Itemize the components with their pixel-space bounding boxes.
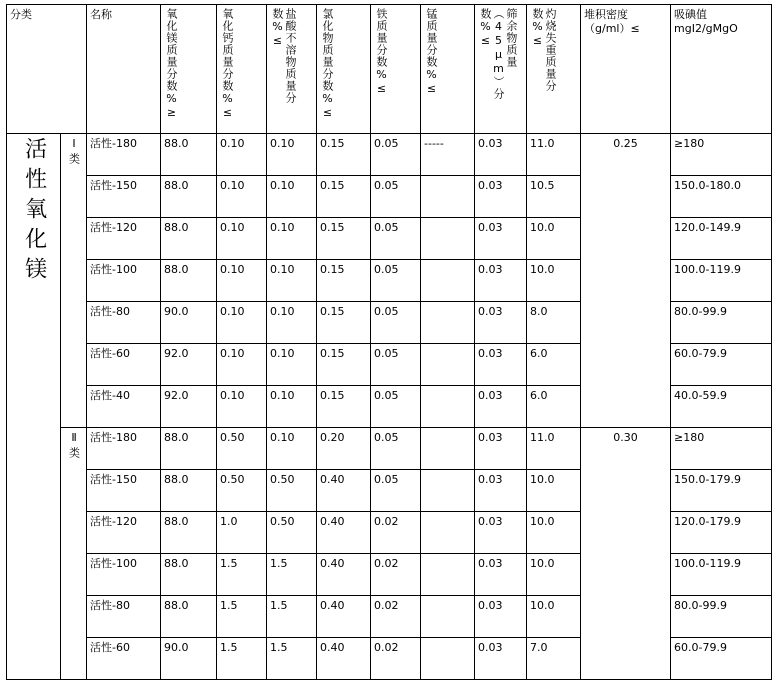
cell-manganese — [421, 218, 475, 260]
cell-name: 活性-120 — [87, 218, 161, 260]
cell-mgo: 90.0 — [161, 302, 217, 344]
cell-sieve-residue: 0.03 — [475, 554, 527, 596]
cell-hcl-insoluble: 0.10 — [267, 302, 317, 344]
cell-cao: 0.10 — [217, 176, 267, 218]
cell-mgo: 88.0 — [161, 596, 217, 638]
cell-manganese — [421, 344, 475, 386]
cell-manganese — [421, 302, 475, 344]
category-cell — [7, 134, 61, 680]
cell-name: 活性-150 — [87, 470, 161, 512]
cell-hcl-insoluble: 0.10 — [267, 134, 317, 176]
header-loss-on-ignition-label: 灼烧失重质量分数%≤ — [530, 8, 557, 92]
header-iron — [371, 5, 421, 134]
cell-mgo: 88.0 — [161, 218, 217, 260]
cell-cao: 0.10 — [217, 344, 267, 386]
cell-loss-on-ignition: 10.0 — [527, 260, 581, 302]
cell-iodine-value: 120.0-179.9 — [671, 512, 772, 554]
cell-hcl-insoluble: 0.50 — [267, 470, 317, 512]
cell-name: 活性-60 — [87, 638, 161, 680]
cell-name: 活性-80 — [87, 302, 161, 344]
cell-iodine-value: 40.0-59.9 — [671, 386, 772, 428]
cell-mgo: 88.0 — [161, 428, 217, 470]
cell-mgo: 92.0 — [161, 386, 217, 428]
cell-manganese — [421, 260, 475, 302]
cell-sieve-residue: 0.03 — [475, 638, 527, 680]
header-sieve-residue-label: 筛余物质量（45μm）分数%≤ — [478, 8, 518, 100]
cell-cao: 1.5 — [217, 596, 267, 638]
cell-cao: 1.5 — [217, 638, 267, 680]
cell-mgo: 88.0 — [161, 470, 217, 512]
header-bulk-density-label: 堆积密度（g/ml）≤ — [584, 8, 640, 36]
table-row — [7, 134, 772, 176]
cell-hcl-insoluble: 1.5 — [267, 596, 317, 638]
cell-cao: 0.10 — [217, 386, 267, 428]
cell-bulk-density-1: 0.25 — [581, 134, 671, 428]
cell-cao: 0.50 — [217, 470, 267, 512]
cell-iodine-value: 60.0-79.9 — [671, 638, 772, 680]
cell-hcl-insoluble: 0.50 — [267, 512, 317, 554]
cell-cao: 0.10 — [217, 302, 267, 344]
cell-mgo: 88.0 — [161, 260, 217, 302]
cell-iodine-value: ≥180 — [671, 428, 772, 470]
cell-sieve-residue: 0.03 — [475, 260, 527, 302]
cell-loss-on-ignition: 11.0 — [527, 428, 581, 470]
cell-mgo: 88.0 — [161, 512, 217, 554]
cell-name: 活性-180 — [87, 134, 161, 176]
cell-loss-on-ignition: 10.0 — [527, 512, 581, 554]
cell-sieve-residue: 0.03 — [475, 218, 527, 260]
cell-chloride: 0.40 — [317, 554, 371, 596]
cell-loss-on-ignition: 6.0 — [527, 386, 581, 428]
cell-sieve-residue: 0.03 — [475, 344, 527, 386]
cell-loss-on-ignition: 10.0 — [527, 218, 581, 260]
cell-sieve-residue: 0.03 — [475, 386, 527, 428]
cell-name: 活性-80 — [87, 596, 161, 638]
cell-chloride: 0.40 — [317, 596, 371, 638]
cell-name: 活性-120 — [87, 512, 161, 554]
cell-cao: 1.5 — [217, 554, 267, 596]
cell-iron: 0.05 — [371, 386, 421, 428]
cell-hcl-insoluble: 1.5 — [267, 554, 317, 596]
cell-loss-on-ignition: 6.0 — [527, 344, 581, 386]
header-manganese — [421, 5, 475, 134]
header-cao — [217, 5, 267, 134]
class-cell-1 — [61, 134, 87, 428]
activated-magnesium-oxide-spec-table — [6, 4, 772, 680]
cell-iron: 0.05 — [371, 260, 421, 302]
cell-sieve-residue: 0.03 — [475, 176, 527, 218]
cell-iron: 0.02 — [371, 554, 421, 596]
cell-manganese — [421, 428, 475, 470]
cell-loss-on-ignition: 7.0 — [527, 638, 581, 680]
cell-chloride: 0.40 — [317, 638, 371, 680]
cell-chloride: 0.15 — [317, 344, 371, 386]
cell-chloride: 0.40 — [317, 470, 371, 512]
header-iodine-value — [671, 5, 772, 134]
cell-manganese — [421, 176, 475, 218]
cell-iron: 0.05 — [371, 176, 421, 218]
cell-loss-on-ignition: 8.0 — [527, 302, 581, 344]
header-chloride — [317, 5, 371, 134]
cell-iodine-value: 150.0-180.0 — [671, 176, 772, 218]
header-hcl-insoluble-label: 盐酸不溶物质量分数%≤ — [270, 8, 297, 104]
cell-name: 活性-60 — [87, 344, 161, 386]
cell-mgo: 90.0 — [161, 638, 217, 680]
header-loss-on-ignition — [527, 5, 581, 134]
cell-chloride: 0.15 — [317, 386, 371, 428]
cell-iron: 0.05 — [371, 428, 421, 470]
cell-iodine-value: 120.0-149.9 — [671, 218, 772, 260]
cell-chloride: 0.15 — [317, 260, 371, 302]
cell-loss-on-ignition: 10.0 — [527, 470, 581, 512]
class-label-1: Ⅰ类 — [67, 137, 81, 167]
cell-iron: 0.05 — [371, 218, 421, 260]
cell-sieve-residue: 0.03 — [475, 134, 527, 176]
header-name — [87, 5, 161, 134]
cell-iodine-value: 150.0-179.9 — [671, 470, 772, 512]
cell-hcl-insoluble: 0.10 — [267, 176, 317, 218]
cell-name: 活性-150 — [87, 176, 161, 218]
header-cao-label: 氧化钙质量分数%≤ — [220, 8, 234, 120]
cell-hcl-insoluble: 0.10 — [267, 344, 317, 386]
cell-hcl-insoluble: 0.10 — [267, 218, 317, 260]
table-row — [7, 428, 772, 470]
cell-iodine-value: 100.0-119.9 — [671, 260, 772, 302]
cell-iron: 0.05 — [371, 470, 421, 512]
cell-cao: 0.50 — [217, 428, 267, 470]
cell-hcl-insoluble: 0.10 — [267, 260, 317, 302]
cell-manganese — [421, 596, 475, 638]
cell-iron: 0.05 — [371, 302, 421, 344]
cell-chloride: 0.15 — [317, 218, 371, 260]
category-label: 活性氧化镁 — [21, 137, 47, 287]
cell-chloride: 0.15 — [317, 134, 371, 176]
cell-chloride: 0.15 — [317, 302, 371, 344]
cell-iron: 0.02 — [371, 596, 421, 638]
cell-chloride: 0.40 — [317, 512, 371, 554]
cell-name: 活性-100 — [87, 554, 161, 596]
cell-name: 活性-180 — [87, 428, 161, 470]
cell-manganese: ----- — [421, 134, 475, 176]
cell-manganese — [421, 512, 475, 554]
cell-name: 活性-100 — [87, 260, 161, 302]
header-name-label: 名称 — [90, 8, 112, 21]
spec-sheet — [0, 4, 777, 654]
class-cell-2 — [61, 428, 87, 680]
cell-manganese — [421, 554, 475, 596]
header-iodine-value-label: 吸碘值mgI2/gMgO — [674, 8, 738, 36]
cell-loss-on-ignition: 10.0 — [527, 596, 581, 638]
cell-cao: 0.10 — [217, 134, 267, 176]
cell-hcl-insoluble: 1.5 — [267, 638, 317, 680]
cell-bulk-density-2: 0.30 — [581, 428, 671, 680]
cell-iron: 0.02 — [371, 638, 421, 680]
cell-sieve-residue: 0.03 — [475, 302, 527, 344]
header-iron-label: 铁质量分数%≤ — [374, 8, 388, 96]
cell-cao: 0.10 — [217, 260, 267, 302]
cell-loss-on-ignition: 10.0 — [527, 554, 581, 596]
cell-loss-on-ignition: 10.5 — [527, 176, 581, 218]
cell-sieve-residue: 0.03 — [475, 428, 527, 470]
header-chloride-label: 氯化物质量分数%≤ — [320, 8, 334, 120]
cell-cao: 1.0 — [217, 512, 267, 554]
cell-chloride: 0.20 — [317, 428, 371, 470]
cell-iron: 0.05 — [371, 344, 421, 386]
cell-cao: 0.10 — [217, 218, 267, 260]
header-bulk-density — [581, 5, 671, 134]
cell-hcl-insoluble: 0.10 — [267, 428, 317, 470]
header-category — [7, 5, 87, 134]
cell-mgo: 88.0 — [161, 176, 217, 218]
header-mgo — [161, 5, 217, 134]
cell-iron: 0.02 — [371, 512, 421, 554]
cell-iodine-value: 80.0-99.9 — [671, 302, 772, 344]
cell-loss-on-ignition: 11.0 — [527, 134, 581, 176]
header-hcl-insoluble — [267, 5, 317, 134]
cell-mgo: 92.0 — [161, 344, 217, 386]
cell-sieve-residue: 0.03 — [475, 512, 527, 554]
header-sieve-residue — [475, 5, 527, 134]
cell-hcl-insoluble: 0.10 — [267, 386, 317, 428]
header-manganese-label: 锰质量分数%≤ — [424, 8, 438, 96]
table-header-row — [7, 5, 772, 134]
cell-mgo: 88.0 — [161, 554, 217, 596]
cell-manganese — [421, 470, 475, 512]
cell-iodine-value: ≥180 — [671, 134, 772, 176]
cell-manganese — [421, 638, 475, 680]
cell-mgo: 88.0 — [161, 134, 217, 176]
cell-iodine-value: 100.0-119.9 — [671, 554, 772, 596]
cell-sieve-residue: 0.03 — [475, 470, 527, 512]
header-category-label: 分类 — [10, 8, 32, 21]
cell-iodine-value: 60.0-79.9 — [671, 344, 772, 386]
cell-iodine-value: 80.0-99.9 — [671, 596, 772, 638]
class-label-2: Ⅱ类 — [67, 431, 81, 461]
header-mgo-label: 氧化镁质量分数%≥ — [164, 8, 178, 120]
cell-chloride: 0.15 — [317, 176, 371, 218]
cell-name: 活性-40 — [87, 386, 161, 428]
cell-sieve-residue: 0.03 — [475, 596, 527, 638]
cell-manganese — [421, 386, 475, 428]
cell-iron: 0.05 — [371, 134, 421, 176]
